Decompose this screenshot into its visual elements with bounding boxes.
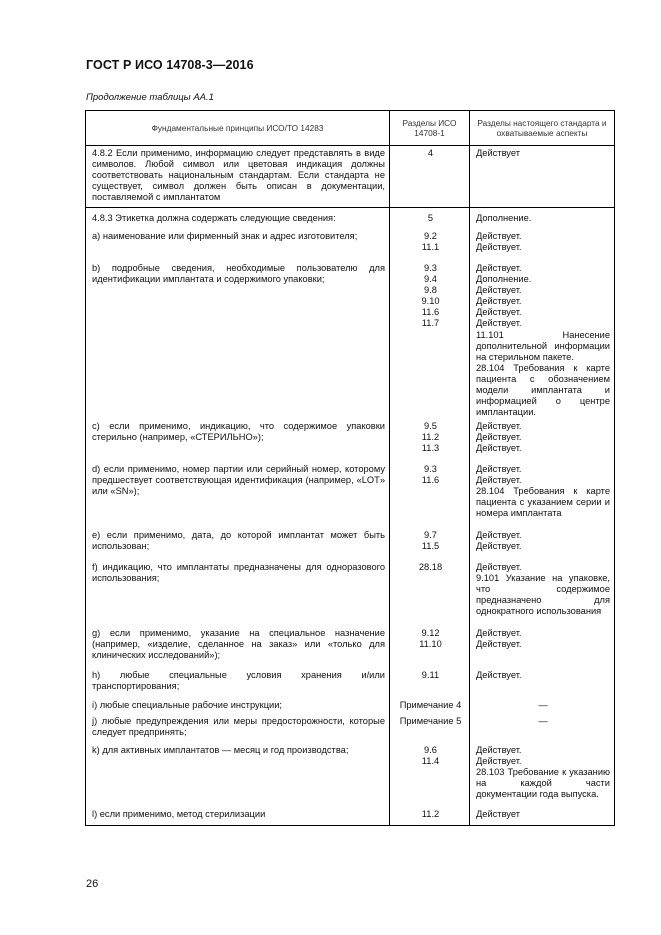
aspect-text: Действует. xyxy=(476,432,522,443)
aspects-cell xyxy=(470,626,615,668)
principle-cell: i) любые специальные рабочие инструкции; xyxy=(86,698,390,714)
table-row xyxy=(86,419,615,462)
table-row xyxy=(86,208,615,230)
table-row xyxy=(86,560,615,626)
aspects-cell xyxy=(470,698,615,714)
aspect-text: Действует xyxy=(476,148,520,158)
aspect-text: Действует xyxy=(476,809,520,819)
section-number: Примечание 5 xyxy=(399,716,462,726)
aspect-text: Дополнение. xyxy=(476,274,532,285)
table-row xyxy=(86,714,615,743)
principle-cell: d) если применимо, номер партии или серийный номер, которому предшествует соответствующая идентификация (например, «LOT» или «SN»); xyxy=(86,462,390,528)
aspect-text: Действует. xyxy=(476,475,522,486)
principle-cell: 4.8.3 Этикетка должна содержать следующие сведения: xyxy=(86,208,390,230)
aspects-cell xyxy=(470,146,615,208)
aspect-text: Действует. xyxy=(476,464,522,474)
section-number: 11.2 xyxy=(421,809,440,819)
aspect-text: Действует. xyxy=(476,285,522,296)
section-number: 9.2 xyxy=(424,231,437,241)
section-number: 4 xyxy=(427,148,434,158)
section-number: 11.10 xyxy=(419,639,442,650)
aspect-note: 9.101 Указание на упаковке, что содержимое предназначено для однократного использования xyxy=(476,573,610,617)
aspect-text: Действует. xyxy=(476,231,522,241)
principle-cell: l) если применимо, метод стерилизации xyxy=(86,807,390,826)
sections-cell xyxy=(390,419,470,462)
aspect-text: Действует. xyxy=(476,296,522,307)
table-row xyxy=(86,743,615,807)
sections-cell xyxy=(390,528,470,560)
document-title: ГОСТ Р ИСО 14708-3—2016 xyxy=(86,58,254,72)
sections-cell xyxy=(390,668,470,698)
aspects-cell xyxy=(470,714,615,743)
aspect-text: Действует. xyxy=(476,307,522,318)
principle-cell: f) индикацию, что имплантаты предназначены для одноразового использования; xyxy=(86,560,390,626)
principle-cell: g) если применимо, указание на специальное назначение (например, «изделие, сделанное на заказ» или «только для клинических исследований»); xyxy=(86,626,390,668)
aspect-text: Действует. xyxy=(476,756,522,767)
section-number: 11.7 xyxy=(421,318,440,329)
aspect-text: Действует. xyxy=(476,562,522,572)
aspects-cell xyxy=(470,208,615,230)
table-row xyxy=(86,261,615,419)
sections-cell xyxy=(390,743,470,807)
aspect-text: Дополнение. xyxy=(476,213,532,223)
aspect-note: 28.104 Требования к карте пациента с указанием серии и номера имплантата xyxy=(476,486,610,519)
aspect-dash: — xyxy=(538,700,548,710)
aspects-cell xyxy=(470,668,615,698)
sections-cell xyxy=(390,560,470,626)
table-row xyxy=(86,146,615,208)
principle-cell: a) наименование или фирменный знак и адрес изготовителя; xyxy=(86,229,390,261)
table-row xyxy=(86,668,615,698)
column-header-iso-sections: Разделы ИСО 14708-1 xyxy=(390,111,470,146)
table-caption: Продолжение таблицы АА.1 xyxy=(86,92,214,103)
aspect-text: Действует. xyxy=(476,530,522,540)
section-number: 9.11 xyxy=(421,670,440,680)
section-number: Примечание 4 xyxy=(399,700,462,710)
aspect-text: Действует. xyxy=(476,541,522,552)
aspects-cell xyxy=(470,419,615,462)
table-row xyxy=(86,698,615,714)
table-header-row xyxy=(86,111,615,146)
aspect-text: Действует. xyxy=(476,421,522,431)
principle-cell: h) любые специальные условия хранения и/или транспортирования; xyxy=(86,668,390,698)
principle-cell: b) подробные сведения, необходимые пользователю для идентификации имплантата и содержимого упаковки; xyxy=(86,261,390,419)
sections-cell xyxy=(390,261,470,419)
aspect-note: 28.103 Требование к указанию на каждой части документации года выпуска. xyxy=(476,767,610,800)
aspects-cell xyxy=(470,462,615,528)
aspects-cell xyxy=(470,807,615,826)
aspect-text: Действует. xyxy=(476,263,522,273)
table-row xyxy=(86,528,615,560)
section-number: 9.12 xyxy=(421,628,440,638)
section-number: 9.7 xyxy=(424,530,437,540)
aspect-dash: — xyxy=(538,716,548,726)
section-number: 9.3 xyxy=(424,464,437,474)
principle-cell: 4.8.2 Если применимо, информацию следует представлять в виде символов. Любой символ или цветовая индикация должны соответствовать национальным стандартам. Если стандарта не существует, символ должен быть описан в документации, поставляемой с имплантатом xyxy=(86,146,390,208)
sections-cell xyxy=(390,698,470,714)
aspect-text: Действует. xyxy=(476,443,522,454)
aspect-note: 11.101 Нанесение дополнительной информации на стерильном пакете. xyxy=(476,329,610,362)
aspects-cell xyxy=(470,229,615,261)
sections-cell xyxy=(390,146,470,208)
sections-cell xyxy=(390,208,470,230)
section-number: 5 xyxy=(427,213,434,223)
sections-cell xyxy=(390,229,470,261)
section-number: 11.3 xyxy=(421,443,440,454)
aspect-note: 28.104 Требования к карте пациента с обозначением модели имплантата и информацией о центре имплантации. xyxy=(476,362,610,418)
section-number: 11.2 xyxy=(421,432,440,443)
aspect-text: Действует. xyxy=(476,745,522,755)
principle-cell: c) если применимо, индикацию, что содержимое упаковки стерильно (например, «СТЕРИЛЬНО»); xyxy=(86,419,390,462)
correspondence-table xyxy=(85,110,615,826)
aspect-text: Действует. xyxy=(476,318,522,329)
aspect-text: Действует. xyxy=(476,639,522,650)
aspect-text: Действует. xyxy=(476,242,522,253)
sections-cell xyxy=(390,626,470,668)
section-number: 9.4 xyxy=(424,274,437,285)
table-row xyxy=(86,229,615,261)
section-number: 11.6 xyxy=(421,475,440,486)
sections-cell xyxy=(390,462,470,528)
section-number: 11.1 xyxy=(421,242,440,253)
principle-cell: e) если применимо, дата, до которой имплантат может быть использован; xyxy=(86,528,390,560)
aspects-cell xyxy=(470,261,615,419)
section-number: 11.5 xyxy=(421,541,440,552)
aspects-cell xyxy=(470,743,615,807)
aspects-cell xyxy=(470,560,615,626)
section-number: 9.6 xyxy=(424,745,437,755)
sections-cell xyxy=(390,807,470,826)
table-row xyxy=(86,462,615,528)
page-number: 26 xyxy=(86,878,99,890)
column-header-standard-aspects: Разделы настоящего стандарта и охватываемые аспекты xyxy=(470,111,615,146)
section-number: 11.6 xyxy=(421,307,440,318)
section-number: 11.4 xyxy=(421,756,440,767)
column-header-principles: Фундаментальные принципы ИСО/ТО 14283 xyxy=(86,111,390,146)
section-number: 9.8 xyxy=(424,285,437,296)
section-number: 28.18 xyxy=(418,562,443,572)
section-number: 9.5 xyxy=(424,421,437,431)
principle-cell: j) любые предупреждения или меры предосторожности, которые следует предпринять; xyxy=(86,714,390,743)
table-row xyxy=(86,807,615,826)
principle-cell: k) для активных имплантатов — месяц и год производства; xyxy=(86,743,390,807)
sections-cell xyxy=(390,714,470,743)
table-row xyxy=(86,626,615,668)
section-number: 9.10 xyxy=(421,296,440,307)
section-number: 9.3 xyxy=(424,263,437,273)
aspect-text: Действует. xyxy=(476,628,522,638)
aspects-cell xyxy=(470,528,615,560)
aspect-text: Действует. xyxy=(476,670,522,680)
